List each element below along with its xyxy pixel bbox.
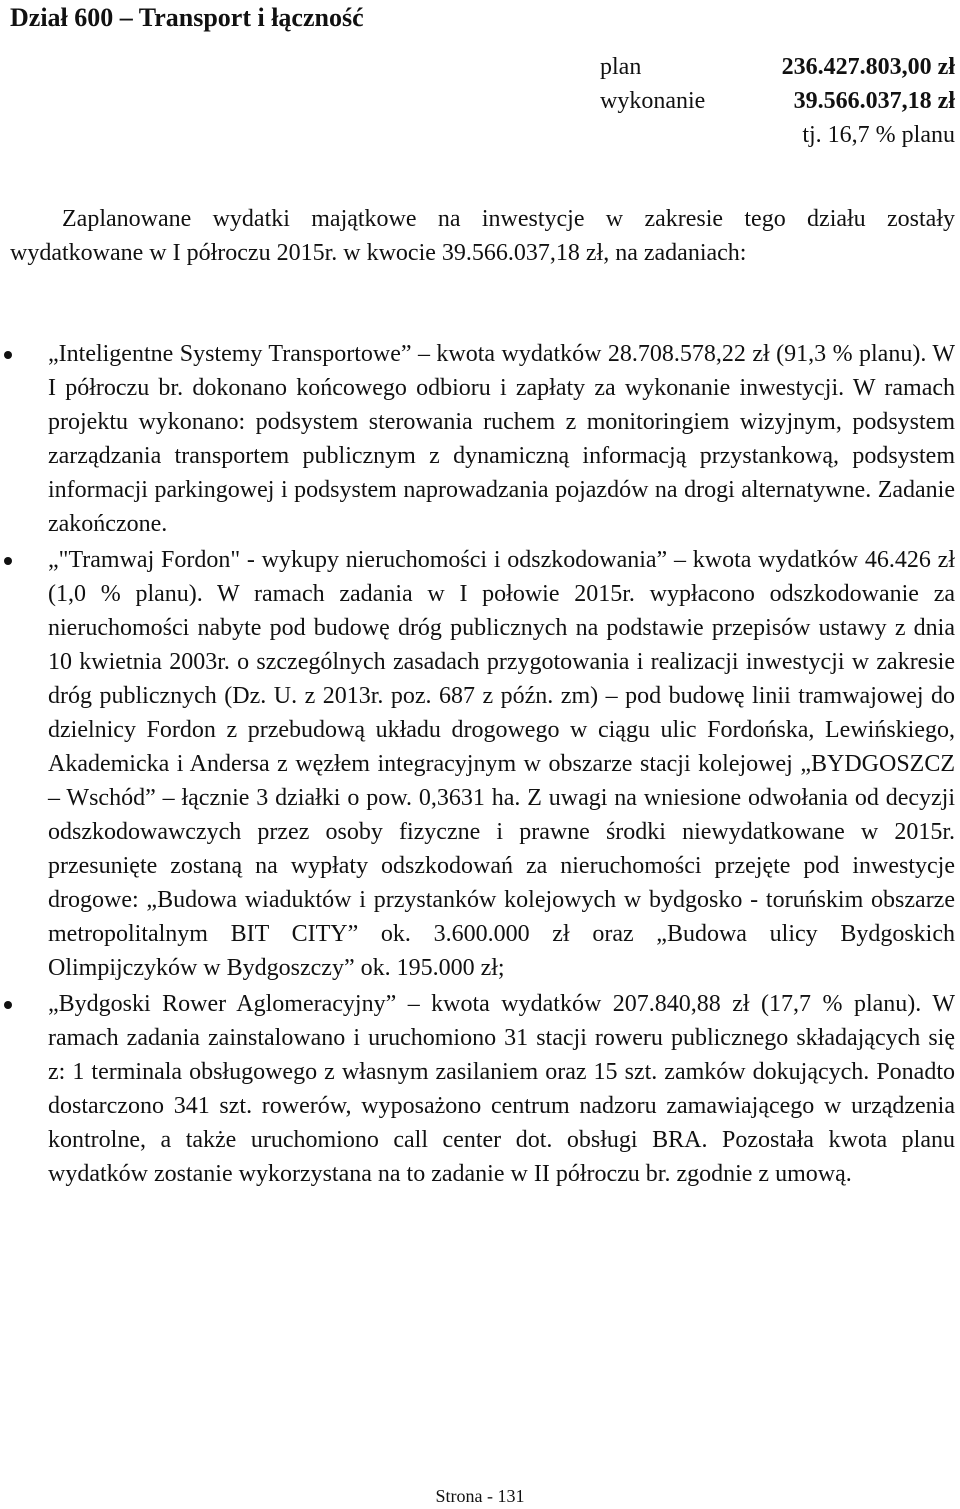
bullet-icon [4,351,12,359]
list-item-text: „Inteligentne Systemy Transportowe” – kwota wydatków 28.708.578,22 zł (91,3 % planu). W I półroczu br. dokonano końcowego odbioru i zapłaty za wykonanie inwestycji. W ramach projektu wykonano: podsystem sterowania ruchem z monitoringiem wizyjnym, podsystem zarządzania transportem publicznym z dynamiczną informacją przystankową, podsystem informacji parkingowej i podsystem naprowadzania pojazdów na drogi alternatywne. Zadanie zakończone. [48,341,955,537]
execution-label: wykonanie [600,88,706,114]
task-list [0,337,955,1193]
execution-value: 39.566.037,18 zł [793,88,955,114]
list-item-text: „"Tramwaj Fordon" - wykupy nieruchomości i odszkodowania” – kwota wydatków 46.426 zł (1,0 % planu). W ramach zadania w I połowie 2015r. wypłacono odszkodowanie za nieruchomości nabyte pod budowę dróg publicznych na podstawie przepisów ustawy z dnia 10 kwietnia 2003r. o szczególnych zasadach przygotowania i realizacji inwestycji w zakresie dróg publicznych (Dz. U. z 2013r. poz. 687 z późn. zm) – pod budowę linii tramwajowej do dzielnicy Fordon z przebudową układu drogowego w ciągu ulic Fordońska, Lewińskiego, Akademicka i Andersa z węzłem integracyjnym w obszarze stacji kolejowej „BYDGOSZCZ – Wschód” – łącznie 3 działki o pow. 0,3631 ha. Z uwagi na wniesione odwołania od decyzji odszkodowawczych przez osoby fizyczne i prawne środki niewydatkowane w 2015r. przesunięte zostaną na wypłaty odszkodowań za nieruchomości przejęte pod inwestycje drogowe: „Budowa wiaduktów i przystanków kolejowych w bydgosko - toruńskim obszarze metropolitalnym BIT CITY” ok. 3.600.000 zł oraz „Budowa ulicy Bydgoskich Olimpijczyków w Bydgoszczy” ok. 195.000 zł; [48,547,955,981]
budget-summary [600,50,955,152]
bullet-icon [4,1001,12,1009]
plan-row [600,50,955,84]
execution-percent: tj. 16,7 % planu [802,122,955,148]
plan-value: 236.427.803,00 zł [781,54,955,80]
plan-label: plan [600,54,642,80]
execution-row [600,84,955,118]
page-number: Strona - 131 [435,1486,525,1506]
list-item [0,543,955,985]
section-heading: Dział 600 – Transport i łączność [10,3,364,32]
list-item-text: „Bydgoski Rower Aglomeracyjny” – kwota wydatków 207.840,88 zł (17,7 % planu). W ramach zadania zainstalowano i uruchomiono 31 stacji roweru publicznego składających się z: 1 terminala obsługowego z własnym zasilaniem oraz 15 szt. zamków dokujących. Ponadto dostarczono 341 szt. rowerów, wyposażono centrum nadzoru zamawiającego w urządzenia kontrolne, a także uruchomiono call center dot. obsługi BRA. Pozostała kwota planu wydatków zostanie wykorzystana na to zadanie w II półroczu br. zgodnie z umową. [48,991,955,1187]
bullet-icon [4,557,12,565]
list-item [0,337,955,541]
list-item [0,987,955,1191]
intro-paragraph: Zaplanowane wydatki majątkowe na inwestycje w zakresie tego działu zostały wydatkowane w I półroczu 2015r. w kwocie 39.566.037,18 zł, na zadaniach: [10,206,955,266]
